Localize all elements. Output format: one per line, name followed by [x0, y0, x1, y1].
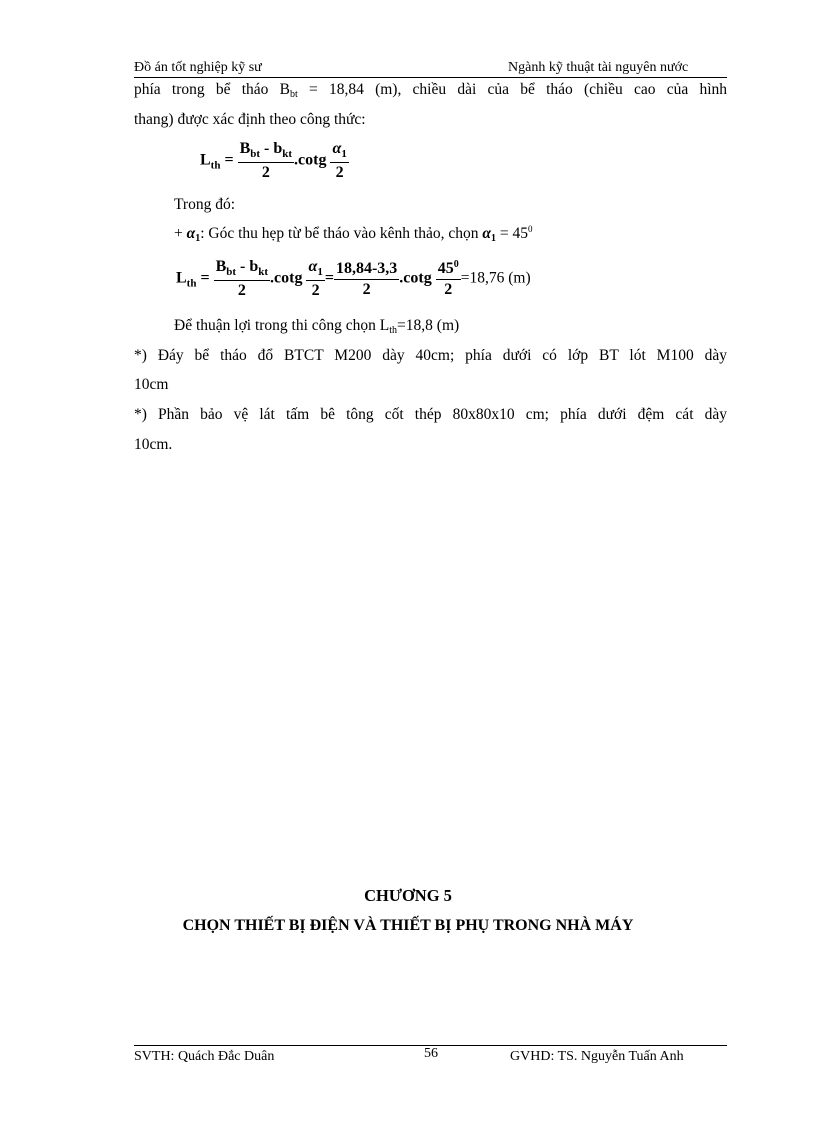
formula-lth-calculation: $L_{th}$ = $\frac{B_{bt} - b_{kt}}{2}$ .cotg $\frac{\alpha_1}{2}$ = $\frac{18,84-3,3}{2}$ .cotg $\frac{45^0}{2}$ =18,76 (m) — [176, 258, 531, 299]
where-label: Trong đó: — [174, 196, 236, 213]
footer-student: SVTH: Quách Đắc Duân — [134, 1049, 275, 1064]
paragraph-line: thang) được xác định theo công thức: — [134, 111, 366, 128]
alpha-definition: + $\alpha_1$: Góc thu hẹp từ bể tháo vào kênh thảo, chọn $\alpha_1 = 45^0$ — [174, 224, 533, 244]
paragraph-line: 10cm. — [134, 436, 173, 453]
paragraph-line: 10cm — [134, 376, 169, 393]
page-number: 56 — [424, 1046, 438, 1061]
header-right: Ngành kỹ thuật tài nguyên nước — [508, 60, 689, 75]
header-rule — [134, 77, 727, 78]
chapter-number: CHƯƠNG 5 — [364, 886, 452, 905]
paragraph-line: *) Đáy bể tháo đổ BTCT M200 dày 40cm; phía dưới có lớp BT lót M100 dày — [134, 347, 727, 364]
footer-advisor: GVHD: TS. Nguyễn Tuấn Anh — [510, 1049, 684, 1064]
header-left: Đồ án tốt nghiệp kỹ sư — [134, 60, 262, 75]
formula-lth-definition: $L_{th}$ = $\frac{B_{bt} - b_{kt}}{2}$ .cotg $\frac{\alpha_1}{2}$ — [200, 140, 347, 181]
chapter-title: CHỌN THIẾT BỊ ĐIỆN VÀ THIẾT BỊ PHỤ TRONG NHÀ MÁY — [182, 917, 634, 934]
choose-lth-line: Để thuận lợi trong thi công chọn $L_{th}=18,8$ (m) — [174, 317, 460, 336]
paragraph-line: phía trong bể tháo $B_{bt} = 18,84$ (m), chiều dài của bể tháo (chiều cao của hình — [134, 81, 728, 100]
paragraph-line: *) Phần bảo vệ lát tấm bê tông cốt thép 80x80x10 cm; phía dưới đệm cát dày — [134, 406, 727, 423]
